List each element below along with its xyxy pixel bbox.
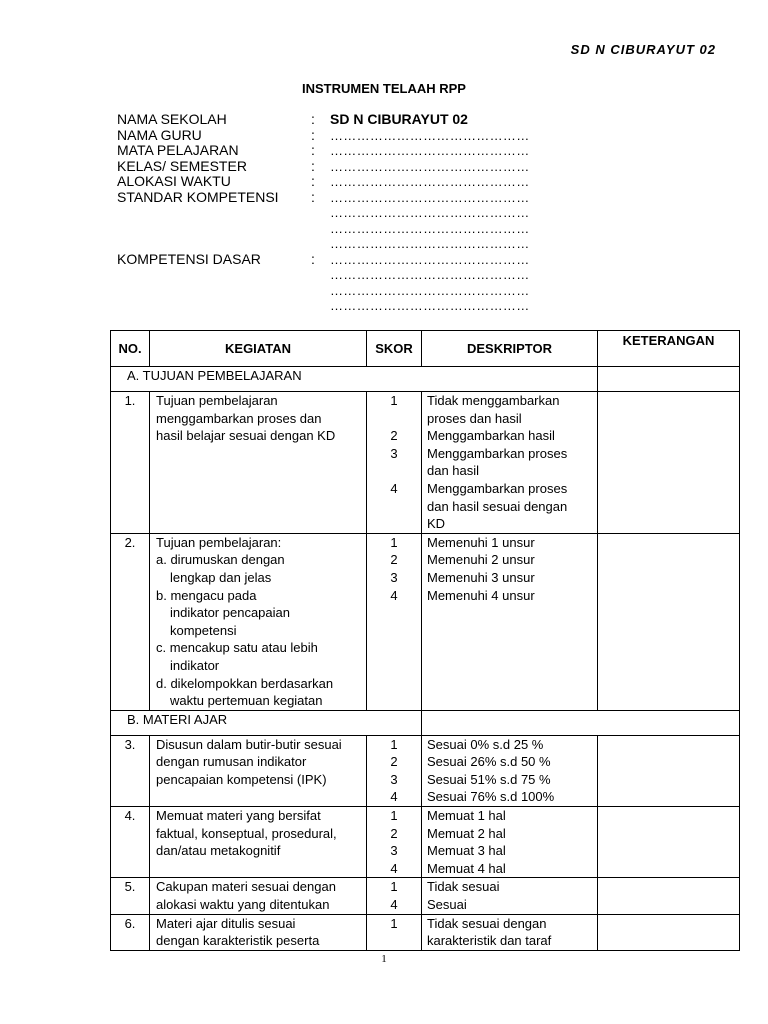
field-blank: ………………………………………	[330, 267, 530, 282]
skor-cell	[367, 878, 422, 914]
field-colon: :	[311, 127, 315, 143]
deskriptor-line: Memuat 3 hal	[427, 843, 506, 859]
skor-value: 1	[390, 915, 398, 931]
keterangan-cell	[598, 533, 740, 710]
deskriptor-line: Memuat 4 hal	[427, 860, 506, 876]
deskriptor-line: Sesuai 51% s.d 75 %	[427, 771, 551, 787]
deskriptor-line: Sesuai 76% s.d 100%	[427, 789, 555, 805]
keterangan-cell	[598, 878, 740, 914]
deskriptor-line: Memuat 1 hal	[427, 808, 506, 824]
section-title-tujuan: A. TUJUAN PEMBELAJARAN	[111, 367, 598, 392]
deskriptor-line: Tidak sesuai	[427, 879, 500, 895]
field-blank: ………………………………………	[330, 128, 530, 143]
field-blank: ………………………………………	[330, 236, 530, 251]
deskriptor-line: Tidak sesuai dengan	[427, 915, 547, 931]
keterangan-cell	[598, 367, 740, 392]
row-number: 3.	[111, 735, 150, 806]
field-colon: :	[311, 142, 315, 158]
deskriptor-line: proses dan hasil	[427, 410, 522, 426]
skor-value: 4	[390, 480, 398, 496]
skor-value: 4	[390, 860, 398, 876]
table-row	[111, 914, 740, 950]
skor-value: 3	[390, 445, 398, 461]
kegiatan-line: Cakupan materi sesuai dengan	[156, 879, 336, 895]
kegiatan-line: lengkap dan jelas	[170, 569, 272, 585]
deskriptor-line: Memenuhi 4 unsur	[427, 587, 535, 603]
deskriptor-line: Sesuai 26% s.d 50 %	[427, 754, 551, 770]
field-blank: ………………………………………	[330, 143, 530, 158]
skor-value: 2	[390, 754, 398, 770]
deskriptor-cell	[422, 878, 598, 914]
skor-value: 2	[390, 552, 398, 568]
kegiatan-line: pencapaian kompetensi (IPK)	[156, 771, 327, 787]
section-row	[111, 710, 740, 735]
header-skor: SKOR	[367, 331, 422, 367]
field-label: KELAS/ SEMESTER	[117, 158, 247, 174]
kegiatan-line: Tujuan pembelajaran:	[156, 534, 282, 550]
kegiatan-line: waktu pertemuan kegiatan	[170, 693, 323, 709]
field-value: SD N CIBURAYUT 02	[330, 111, 468, 127]
kegiatan-line: a. dirumuskan dengan	[156, 552, 285, 568]
deskriptor-cell	[422, 914, 598, 950]
skor-value	[367, 462, 421, 480]
skor-cell	[367, 807, 422, 878]
field-colon: :	[311, 173, 315, 189]
skor-value	[367, 410, 421, 428]
kegiatan-cell	[150, 533, 367, 710]
section-spacer-cell	[422, 710, 740, 735]
kegiatan-line: dan/atau metakognitif	[156, 843, 281, 859]
field-blank: ………………………………………	[330, 252, 530, 267]
deskriptor-line: Memuat 2 hal	[427, 825, 506, 841]
section-row	[111, 367, 740, 392]
keterangan-cell	[598, 914, 740, 950]
skor-value: 1	[390, 879, 398, 895]
field-blank: ………………………………………	[330, 159, 530, 174]
kegiatan-line: hasil belajar sesuai dengan KD	[156, 428, 336, 444]
table-row	[111, 878, 740, 914]
document-title: INSTRUMEN TELAAH RPP	[302, 81, 466, 96]
skor-cell	[367, 914, 422, 950]
skor-value: 2	[390, 428, 398, 444]
kegiatan-line: alokasi waktu yang ditentukan	[156, 897, 330, 913]
row-number: 1.	[111, 392, 150, 534]
deskriptor-line: Memenuhi 2 unsur	[427, 552, 535, 568]
table-row	[111, 533, 740, 710]
table-row	[111, 735, 740, 806]
field-label: STANDAR KOMPETENSI	[117, 189, 279, 205]
kegiatan-line: dengan karakteristik peserta	[156, 933, 320, 949]
keterangan-cell	[598, 392, 740, 534]
row-number: 5.	[111, 878, 150, 914]
skor-value: 1	[390, 534, 398, 550]
skor-value: 2	[390, 825, 398, 841]
field-label: NAMA SEKOLAH	[117, 111, 227, 127]
field-colon: :	[311, 251, 315, 267]
deskriptor-line: Sesuai 0% s.d 25 %	[427, 736, 544, 752]
kegiatan-cell	[150, 878, 367, 914]
deskriptor-line: Menggambarkan hasil	[427, 428, 555, 444]
section-title-materi: B. MATERI AJAR	[111, 710, 422, 735]
skor-value: 1	[390, 808, 398, 824]
field-blank: ………………………………………	[330, 174, 530, 189]
skor-cell	[367, 392, 422, 534]
kegiatan-line: Memuat materi yang bersifat	[156, 808, 321, 824]
row-number: 6.	[111, 914, 150, 950]
kegiatan-line: Disusun dalam butir-butir sesuai	[156, 736, 342, 752]
deskriptor-line: Menggambarkan proses	[427, 480, 568, 496]
field-label: KOMPETENSI DASAR	[117, 251, 261, 267]
skor-value: 3	[390, 569, 398, 585]
field-colon: :	[311, 111, 315, 127]
keterangan-cell	[598, 807, 740, 878]
skor-value: 3	[390, 771, 398, 787]
kegiatan-line: indikator pencapaian	[170, 605, 290, 621]
field-blank: ………………………………………	[330, 298, 530, 313]
field-label: NAMA GURU	[117, 127, 202, 143]
skor-cell	[367, 533, 422, 710]
field-colon: :	[311, 189, 315, 205]
field-blank: ………………………………………	[330, 283, 530, 298]
deskriptor-line: karakteristik dan taraf	[427, 933, 552, 949]
kegiatan-line: c. mencakup satu atau lebih	[156, 640, 318, 656]
kegiatan-line: Tujuan pembelajaran	[156, 393, 278, 408]
field-blank: ………………………………………	[330, 205, 530, 220]
skor-value: 4	[390, 587, 398, 603]
field-colon: :	[311, 158, 315, 174]
deskriptor-line: Menggambarkan proses	[427, 445, 568, 461]
skor-value: 4	[390, 789, 398, 805]
deskriptor-line: dan hasil	[427, 463, 480, 479]
kegiatan-line: b. mengacu pada	[156, 587, 257, 603]
kegiatan-line: indikator	[170, 657, 220, 673]
table-row	[111, 807, 740, 878]
kegiatan-line: faktual, konseptual, prosedural,	[156, 825, 337, 841]
field-blank: ………………………………………	[330, 221, 530, 236]
deskriptor-cell	[422, 735, 598, 806]
header-kegiatan: KEGIATAN	[150, 331, 367, 367]
header-keterangan: KETERANGAN	[598, 331, 740, 367]
rubric-table	[110, 330, 740, 951]
deskriptor-cell	[422, 807, 598, 878]
kegiatan-line: menggambarkan proses dan	[156, 410, 322, 426]
kegiatan-cell	[150, 392, 367, 534]
kegiatan-cell	[150, 807, 367, 878]
kegiatan-line: d. dikelompokkan berdasarkan	[156, 675, 334, 691]
school-header: SD N CIBURAYUT 02	[570, 42, 716, 57]
row-number: 2.	[111, 533, 150, 710]
header-deskriptor: DESKRIPTOR	[422, 331, 598, 367]
kegiatan-line: Materi ajar ditulis sesuai	[156, 915, 296, 931]
header-no: NO.	[111, 331, 150, 367]
table-header-row	[111, 331, 740, 367]
deskriptor-line: Tidak menggambarkan	[427, 393, 560, 408]
deskriptor-line: Memenuhi 3 unsur	[427, 569, 535, 585]
deskriptor-cell	[422, 533, 598, 710]
field-label: ALOKASI WAKTU	[117, 173, 231, 189]
deskriptor-line: dan hasil sesuai dengan	[427, 498, 568, 514]
skor-value: 3	[390, 843, 398, 859]
page-number: 1	[381, 953, 387, 965]
table-row	[111, 392, 740, 534]
deskriptor-cell	[422, 392, 598, 534]
kegiatan-line: kompetensi	[170, 622, 237, 638]
field-blank: ………………………………………	[330, 190, 530, 205]
kegiatan-cell	[150, 735, 367, 806]
deskriptor-line: KD	[427, 516, 446, 532]
skor-cell	[367, 735, 422, 806]
keterangan-cell	[598, 735, 740, 806]
skor-value: 1	[390, 393, 398, 408]
deskriptor-line: Sesuai	[427, 897, 467, 913]
kegiatan-cell	[150, 914, 367, 950]
kegiatan-line: dengan rumusan indikator	[156, 754, 307, 770]
skor-value: 1	[390, 736, 398, 752]
row-number: 4.	[111, 807, 150, 878]
skor-value: 4	[390, 897, 398, 913]
field-label: MATA PELAJARAN	[117, 142, 239, 158]
deskriptor-line: Memenuhi 1 unsur	[427, 534, 535, 550]
